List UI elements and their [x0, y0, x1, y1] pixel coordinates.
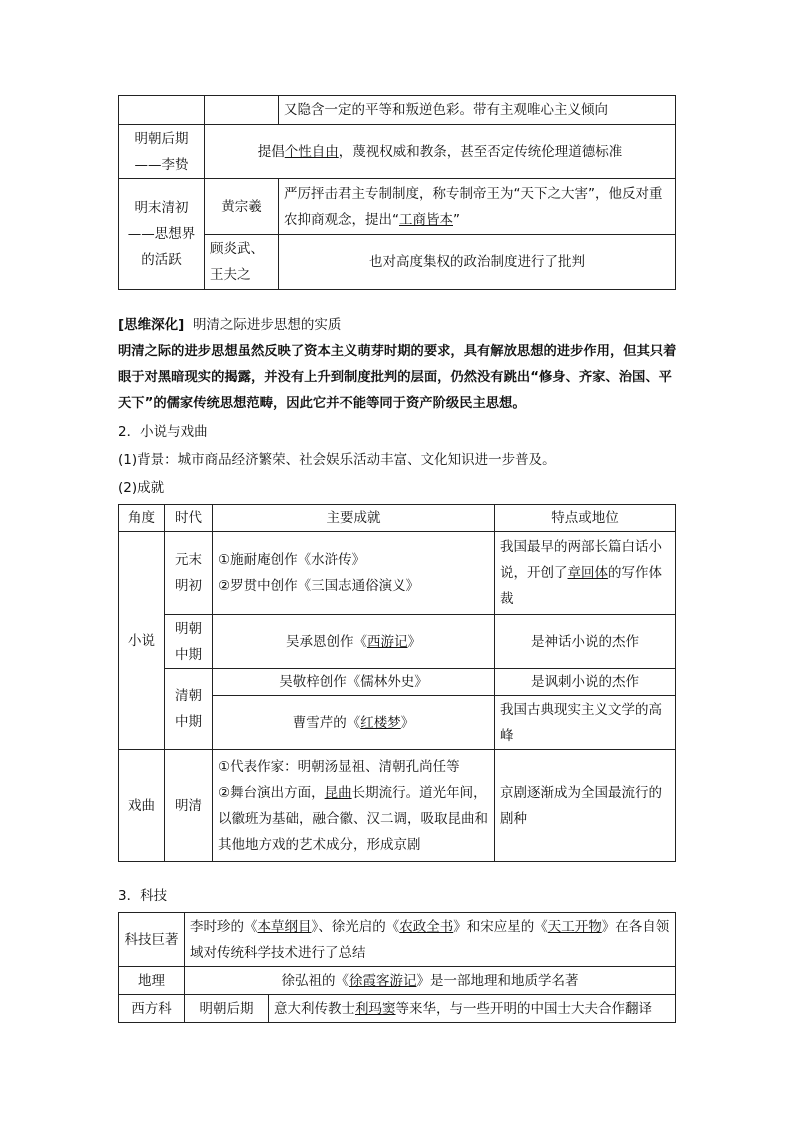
cell-label: 科技巨著 [119, 913, 185, 967]
cell-era: 明末清初——思想界的活跃 [119, 179, 205, 290]
cell-drama: 戏曲 [119, 750, 165, 862]
cell-era: 元末明初 [165, 532, 213, 615]
cell-feature: 是神话小说的杰作 [495, 615, 676, 669]
cell-empty [119, 96, 205, 125]
thought-table [118, 95, 676, 290]
cell-era: 明朝后期——李贽 [119, 125, 205, 179]
cell-label: 西方科 [119, 995, 185, 1023]
cell-text: 提倡个性自由，蔑视权威和教条，甚至否定传统伦理道德标准 [205, 125, 676, 179]
deepen-heading [118, 316, 678, 334]
cell-achievement: 吴承恩创作《西游记》 [213, 615, 495, 669]
cell-novel: 小说 [119, 532, 165, 750]
cell-text: 李时珍的《本草纲目》、徐光启的《农政全书》和宋应星的《天工开物》在各自领域对传统科学技术进行了总结 [185, 913, 676, 967]
cell-era: 明清 [165, 750, 213, 862]
cell-feature: 我国古典现实主义文学的高峰 [495, 696, 676, 750]
header-angle: 角度 [119, 505, 165, 532]
deepen-title: 明清之际进步思想的实质 [192, 317, 342, 333]
cell-feature: 是讽刺小说的杰作 [495, 669, 676, 696]
cell-person: 黄宗羲 [205, 179, 279, 235]
cell-feature: 我国最早的两部长篇白话小说，开创了章回体的写作体裁 [495, 532, 676, 615]
cell-empty [205, 96, 279, 125]
section2-achievements: (2)成就 [118, 480, 165, 496]
cell-feature: 京剧逐渐成为全国最流行的剧种 [495, 750, 676, 862]
cell-text: 徐弘祖的《徐霞客游记》是一部地理和地质学名著 [185, 967, 676, 995]
cell-era: 明朝后期 [185, 995, 269, 1023]
section3-heading: 3．科技 [118, 888, 168, 904]
deepen-body: 明清之际的进步思想虽然反映了资本主义萌芽时期的要求，具有解放思想的进步作用，但其只着眼于对黑暗现实的揭露，并没有上升到制度批判的层面，仍然没有跳出“修身、齐家、治国、平天下”的儒家传统思想范畴，因此它并不能等同于资产阶级民主思想。 [118, 344, 677, 411]
literature-table [118, 504, 676, 862]
cell-person: 顾炎武、王夫之 [205, 235, 279, 290]
science-table [118, 912, 676, 1023]
cell-label: 地理 [119, 967, 185, 995]
cell-era: 清朝中期 [165, 669, 213, 750]
header-era: 时代 [165, 505, 213, 532]
section2-heading: 2．小说与戏曲 [118, 424, 208, 440]
cell-achievement: ①代表作家：明朝汤显祖、清朝孔尚任等 ②舞台演出方面，昆曲长期流行。道光年间，以徽班为基础，融合徽、汉二调，吸取昆曲和其他地方戏的艺术成分，形成京剧 [213, 750, 495, 862]
cell-era: 明朝中期 [165, 615, 213, 669]
cell-achievement: 吴敬梓创作《儒林外史》 [213, 669, 495, 696]
section2-background: (1)背景：城市商品经济繁荣、社会娱乐活动丰富、文化知识进一步普及。 [118, 452, 556, 468]
deepen-tag: [思维深化] [118, 317, 185, 333]
cell-text: 意大利传教士利玛窦等来华，与一些开明的中国士大夫合作翻译 [269, 995, 676, 1023]
cell-achievement: 曹雪芹的《红楼梦》 [213, 696, 495, 750]
header-feature: 特点或地位 [495, 505, 676, 532]
cell-text: 又隐含一定的平等和叛逆色彩。带有主观唯心主义倾向 [279, 96, 676, 125]
cell-achievement: ①施耐庵创作《水浒传》 ②罗贯中创作《三国志通俗演义》 [213, 532, 495, 615]
header-achievement: 主要成就 [213, 505, 495, 532]
cell-text: 严厉抨击君主专制制度，称专制帝王为“天下之大害”，他反对重农抑商观念，提出“工商皆本” [279, 179, 676, 235]
cell-text: 也对高度集权的政治制度进行了批判 [279, 235, 676, 290]
